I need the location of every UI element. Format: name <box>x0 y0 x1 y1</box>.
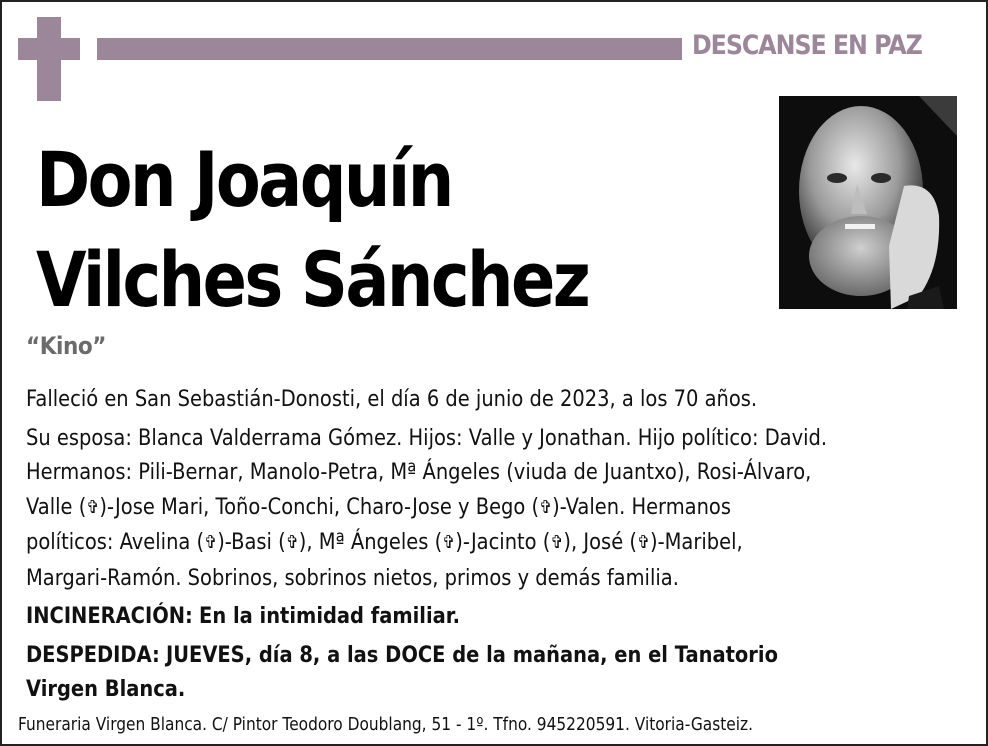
nickname: “Kino” <box>26 332 107 360</box>
portrait-image <box>779 96 957 309</box>
name-line-2: Vilches Sánchez <box>36 235 589 324</box>
cross-icon: ✞ <box>285 532 299 553</box>
funeral-home-footer: Funeraria Virgen Blanca. C/ Pintor Teodoro Doublang, 51 - 1º. Tfno. 945220591. Vitoria-Gasteiz. <box>18 715 754 735</box>
header-label: DESCANSE EN PAZ <box>692 30 922 61</box>
family-line: políticos: Avelina (✞)-Basi (✞), Mª Ángeles (✞)-Jacinto (✞), José (✞)-Maribel, <box>26 525 891 561</box>
cross-icon: ✞ <box>539 496 553 518</box>
family-paragraph <box>26 421 891 596</box>
name-line-1: Don Joaquín <box>36 135 452 224</box>
family-line: Hermanos: Pili-Bernar, Manolo-Petra, Mª Ángeles (viuda de Juantxo), Rosi-Álvaro, <box>26 459 812 485</box>
family-line: Margari-Ramón. Sobrinos, sobrinos nietos, primos y demás familia. <box>26 564 679 591</box>
cross-icon-horizontal <box>18 38 80 60</box>
cross-icon: ✞ <box>204 532 218 553</box>
cross-icon: ✞ <box>86 496 100 518</box>
deceased-name <box>36 130 588 330</box>
notice-body <box>26 382 891 707</box>
farewell-info: DESPEDIDA: JUEVES, día 8, a las DOCE de la mañana, en el Tanatorio Virgen Blanca. <box>26 641 778 702</box>
family-line: Su esposa: Blanca Valderrama Gómez. Hijos: Valle y Jonathan. Hijo político: David. <box>26 424 828 451</box>
family-line: Valle (✞)-Jose Mari, Toño-Conchi, Charo-Jose y Bego (✞)-Valen. Hermanos <box>26 490 891 526</box>
portrait-photo <box>779 96 957 309</box>
cross-icon: ✞ <box>442 532 456 553</box>
header-rule <box>97 38 682 60</box>
cross-icon: ✞ <box>636 532 651 553</box>
incineration-info: INCINERACIÓN: En la intimidad familiar. <box>26 603 461 629</box>
cross-icon: ✞ <box>550 532 564 553</box>
death-statement: Falleció en San Sebastián-Donosti, el día 6 de junio de 2023, a los 70 años. <box>26 386 758 412</box>
